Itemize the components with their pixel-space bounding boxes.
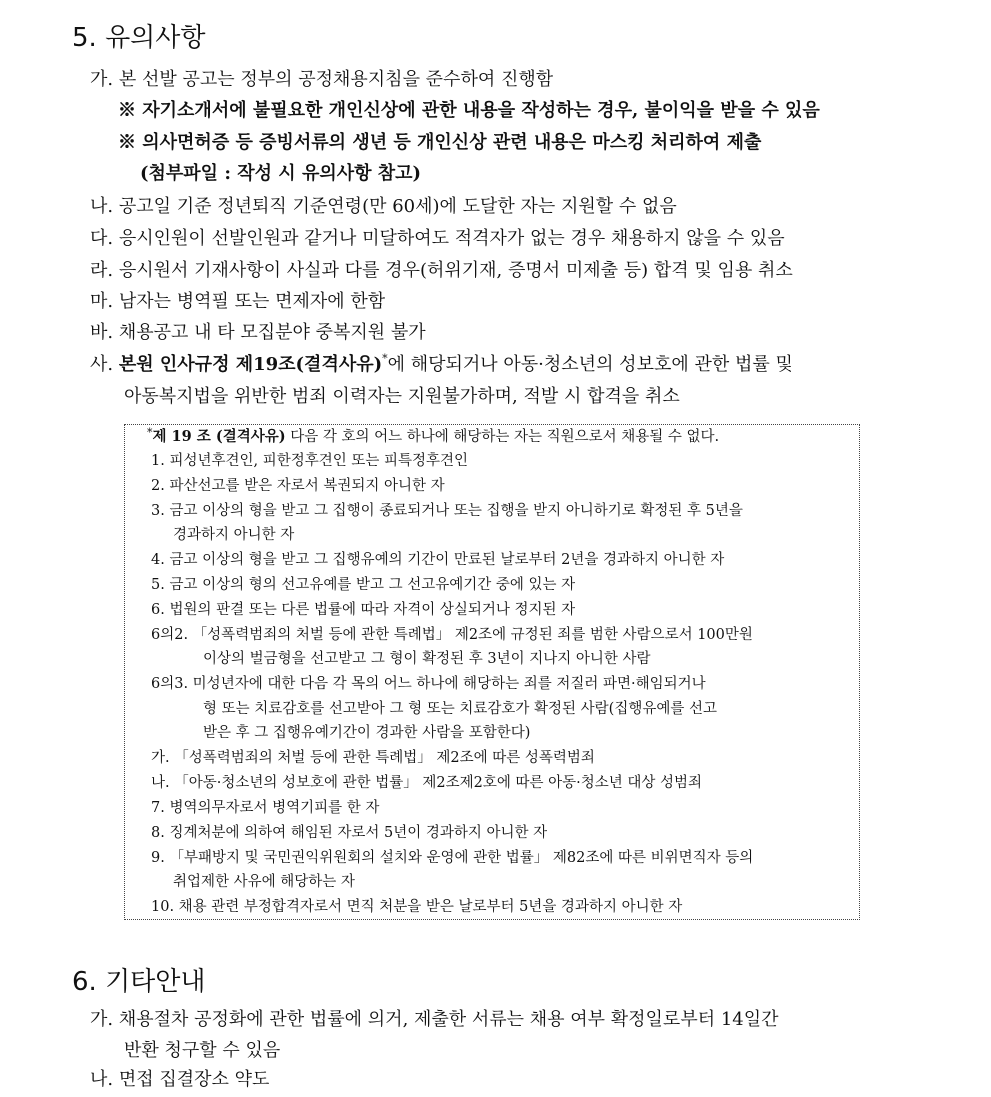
clause-8: 8. 징계처분에 의하여 해임된 자로서 5년이 경과하지 아니한 자: [151, 825, 548, 841]
clause-5: 5. 금고 이상의 형의 선고유예를 받고 그 선고유예기간 중에 있는 자: [151, 577, 576, 593]
item-text: 면접 집결장소 약도: [118, 1069, 270, 1090]
item-text: 채용공고 내 타 모집분야 중복지원 불가: [118, 322, 426, 343]
item-6-ga: [90, 1008, 779, 1032]
clause-6-3: 6의3. 미성년자에 대한 다음 각 목의 어느 하나에 해당하는 죄를 저질러 파면·해임되거나: [151, 676, 706, 692]
item-marker: 마.: [90, 291, 114, 312]
clause-9-continued: 취업제한 사유에 해당하는 자: [173, 874, 355, 890]
clause-4: 4. 금고 이상의 형을 받고 그 집행유예의 기간이 만료된 날로부터 2년을 경과하지 아니한 자: [151, 552, 725, 568]
article-19-heading: [147, 427, 719, 447]
footnote-mark: *: [382, 352, 388, 365]
item-text: 남자는 병역필 또는 면제자에 한함: [118, 291, 386, 312]
item-marker: 바.: [90, 322, 114, 343]
item-da: [90, 227, 785, 251]
article-19-intro: 다음 각 호의 어느 하나에 해당하는 자는 직원으로서 채용될 수 없다.: [285, 429, 720, 445]
section-6-title: 6. 기타안내: [72, 967, 206, 997]
clause-6: 6. 법원의 판결 또는 다른 법률에 따라 자격이 상실되거나 정지된 자: [151, 602, 576, 618]
item-text: 본 선발 공고는 정부의 공정채용지침을 준수하여 진행함: [118, 69, 554, 90]
note-self-intro: ※ 자기소개서에 불필요한 개인신상에 관한 내용을 작성하는 경우, 불이익을 받을 수 있음: [118, 100, 820, 121]
item-text: 에 해당되거나 아동·청소년의 성보호에 관한 법률 및: [387, 354, 793, 375]
clause-7: 7. 병역의무자로서 병역기피를 한 자: [151, 800, 380, 816]
clause-1: 1. 피성년후견인, 피한정후견인 또는 피특정후견인: [151, 453, 469, 469]
item-marker: 다.: [90, 228, 114, 249]
disqualification-box: [124, 424, 860, 920]
clause-6-2-continued: 이상의 벌금형을 선고받고 그 형이 확정된 후 3년이 지나지 아니한 사람: [203, 651, 651, 667]
item-text: 응시원서 기재사항이 사실과 다를 경우(허위기재, 증명서 미제출 등) 합격 및 임용 취소: [118, 260, 793, 281]
sub-item-na: 나. 「아동·청소년의 성보호에 관한 법률」 제2조제2호에 따른 아동·청소년 대상 성범죄: [151, 775, 702, 791]
item-marker: 나.: [90, 1069, 114, 1090]
item-marker: 사.: [90, 354, 114, 375]
item-6-ga-continued: 반환 청구할 수 있음: [124, 1040, 281, 1061]
footnote-mark: *: [147, 426, 153, 439]
note-attachment: (첨부파일 : 작성 시 유의사항 참고): [140, 163, 422, 184]
item-marker: 라.: [90, 260, 114, 281]
item-marker: 가.: [90, 1009, 114, 1030]
sub-item-ga: 가. 「성폭력범죄의 처벌 등에 관한 특례법」 제2조에 따른 성폭력범죄: [151, 750, 595, 766]
article-19-title: 제 19 조 (결격사유): [152, 428, 286, 445]
clause-10: 10. 채용 관련 부정합격자로서 면직 처분을 받은 날로부터 5년을 경과하지 아니한 자: [151, 899, 683, 915]
item-marker: 나.: [90, 196, 114, 217]
item-ba: [90, 321, 426, 345]
item-sa: [90, 353, 793, 377]
item-text: 채용절차 공정화에 관한 법률에 의거, 제출한 서류는 채용 여부 확정일로부터 14일간: [118, 1009, 779, 1030]
clause-9: 9. 「부패방지 및 국민권익위원회의 설치와 운영에 관한 법률」 제82조에 따른 비위면직자 등의: [151, 850, 754, 866]
clause-6-3-continued-2: 받은 후 그 집행유예기간이 경과한 사람을 포함한다): [203, 725, 531, 741]
clause-3: 3. 금고 이상의 형을 받고 그 집행이 종료되거나 또는 집행을 받지 아니하기로 확정된 후 5년을: [151, 503, 743, 519]
item-6-na: [90, 1068, 269, 1092]
section-5-title: 5. 유의사항: [72, 23, 206, 53]
clause-6-2: 6의2. 「성폭력범죄의 처벌 등에 관한 특례법」 제2조에 규정된 죄를 범한 사람으로서 100만원: [151, 627, 753, 643]
regulation-reference: 본원 인사규정 제19조(결격사유): [118, 354, 383, 375]
item-ra: [90, 259, 793, 283]
item-text: 공고일 기준 정년퇴직 기준연령(만 60세)에 도달한 자는 지원할 수 없음: [118, 196, 677, 217]
note-masking: ※ 의사면허증 등 증빙서류의 생년 등 개인신상 관련 내용은 마스킹 처리하여 제출: [118, 132, 762, 153]
clause-3-continued: 경과하지 아니한 자: [173, 527, 295, 543]
item-na: [90, 195, 677, 219]
item-sa-continued: 아동복지법을 위반한 범죄 이력자는 지원불가하며, 적발 시 합격을 취소: [124, 386, 680, 407]
item-ma: [90, 290, 385, 314]
item-text: 응시인원이 선발인원과 같거나 미달하여도 적격자가 없는 경우 채용하지 않을 수 있음: [118, 228, 785, 249]
item-ga: [90, 68, 553, 92]
item-marker: 가.: [90, 69, 114, 90]
clause-2: 2. 파산선고를 받은 자로서 복권되지 아니한 자: [151, 478, 445, 494]
clause-6-3-continued-1: 형 또는 치료감호를 선고받아 그 형 또는 치료감호가 확정된 사람(집행유예를 선고: [203, 701, 717, 717]
